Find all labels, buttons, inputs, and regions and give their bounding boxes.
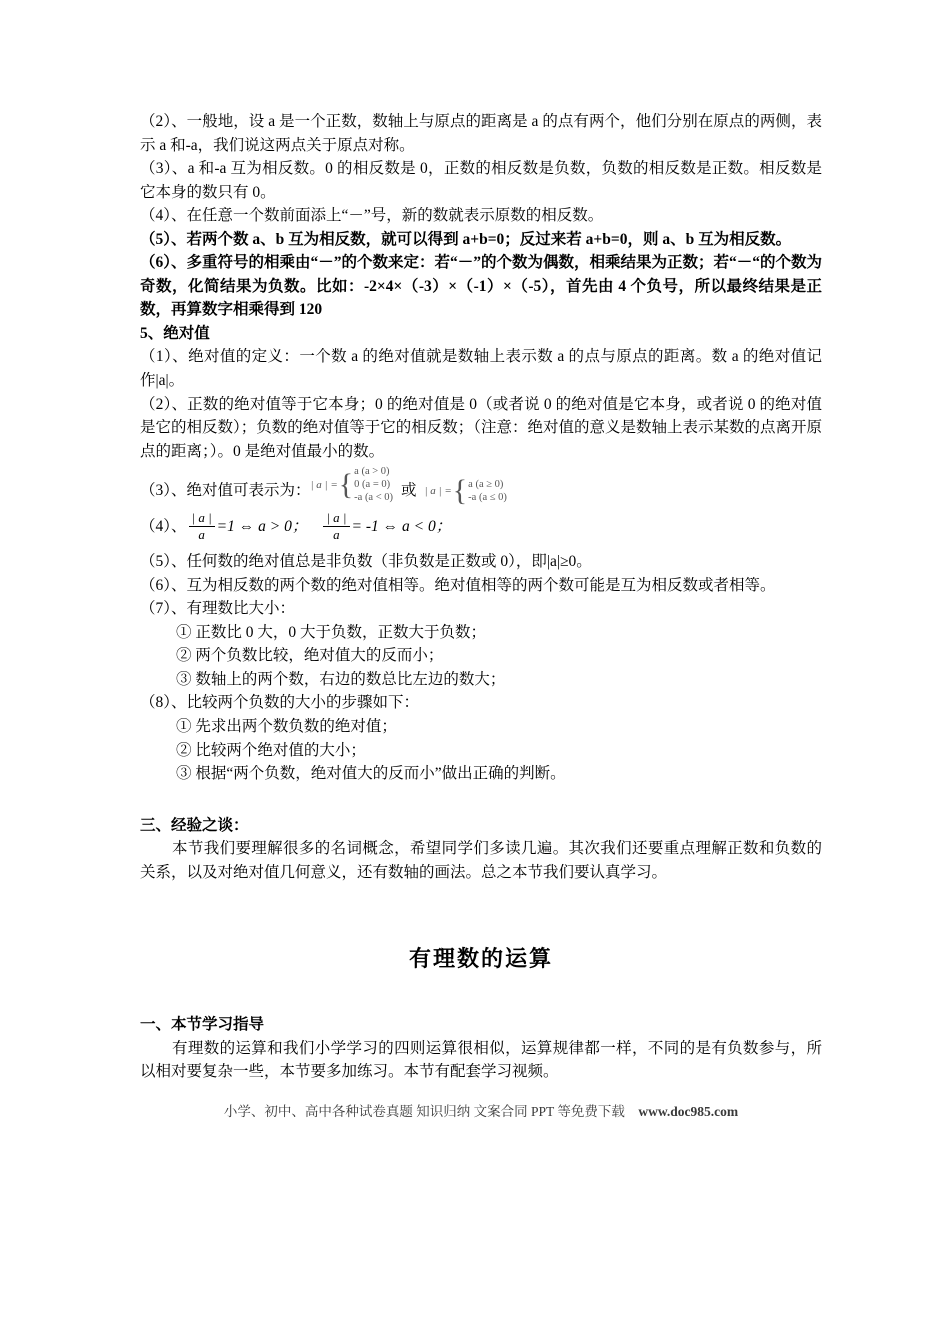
formula-piecewise-1 [311, 465, 394, 504]
paragraph-abs2: （2）、正数的绝对值等于它本身；0 的绝对值是 0（或者说 0 的绝对值是它本身，或者说 0 的绝对值是它的相反数）；负数的绝对值等于它的相反数；（注意：绝对值的意义是数轴上表示某数的点离开原点的距离；）。0 是绝对值最小的数。 [140, 395, 823, 460]
paragraph-item6: （6）、多重符号的相乘由“－”的个数来定：若“－”的个数为偶数，相乘结果为正数；若“－“的个数为奇数，化简结果为负数。比如：-2×4×（-3）×（-1）×（-5），首先由 4 个负号，所以最终结果是正数，再算数字相乘得到 120 [140, 254, 823, 319]
list-item-compare-1: ① 正数比 0 大，0 大于负数，正数大于负数； [176, 623, 487, 641]
spacer [140, 786, 822, 814]
list-item-steps-2: ② 比较两个绝对值的大小； [176, 741, 366, 759]
list-item-steps-1: ① 先求出两个数负数的绝对值； [176, 718, 397, 735]
formula-cases-1 [354, 465, 393, 504]
paragraph-abs1: （1）、绝对值的定义：一个数 a 的绝对值就是数轴上表示数 a 的点与原点的距离。数 a 的绝对值记作|a|。 [140, 348, 822, 390]
fraction-numerator: | a | [189, 511, 215, 527]
paragraph-item4: （4）、在任意一个数前面添上“－”号，新的数就表示原数的相反数。 [140, 207, 604, 225]
formula-item4-mid-1: =1 ⇔ a > 0； [216, 517, 308, 535]
list-item-compare-2: ② 两个负数比较，绝对值大的反而小； [176, 647, 444, 665]
list-item-steps-3: ③ 根据“两个负数，绝对值大的反而小”做出正确的判断。 [176, 765, 566, 783]
footer-description: 小学、初中、高中各种试卷真题 知识归纳 文案合同 PPT 等免费下载 [223, 1103, 625, 1119]
spacer [140, 542, 822, 550]
fraction-denominator: a [198, 526, 205, 542]
formula-item4-lead: （4）、 [140, 517, 187, 535]
spacer [140, 1084, 822, 1102]
spacer [140, 973, 822, 1013]
heading-absolute-value: 5、绝对值 [140, 324, 210, 342]
paragraph-abs5: （5）、任何数的绝对值总是非负数（非负数是正数或 0），即|a|≥0。 [140, 553, 592, 571]
fraction-abs-over-a-2 [323, 511, 349, 543]
case-line: a (a ≥ 0) [468, 479, 504, 491]
paragraph-experience-body: 本节我们要理解很多的名词概念，希望同学们多读几遍。其次我们还要重点理解正数和负数的关系，以及对绝对值几何意义，还有数轴的画法。总之本节我们要认真学习。 [140, 840, 822, 881]
heading-study-guide: 一、本节学习指导 [140, 1016, 265, 1034]
chapter-title: 有理数的运算 [408, 946, 553, 972]
formula-lead-text: （3）、绝对值可表示为： [140, 482, 311, 500]
formula-left-expr: | a | = [310, 478, 338, 491]
list-item-compare-3: ③ 数轴上的两个数，右边的数总比左边的数大； [176, 670, 506, 688]
footer-url[interactable]: www.doc985.com [638, 1103, 739, 1119]
formula-abs-representation [140, 463, 822, 508]
paragraph-study-guide-body: 有理数的运算和我们小学学习的四则运算很相似，运算规律都一样，不同的是有负数参与，所以相对要复杂一些，本节要多加练习。本节有配套学习视频。 [140, 1039, 822, 1081]
heading-experience: 三、经验之谈： [140, 816, 249, 834]
case-line: a (a > 0) [354, 466, 390, 478]
formula-or-text: 或 [401, 482, 417, 500]
brace-icon: { [452, 474, 468, 508]
case-line: -a (a < 0) [354, 492, 394, 504]
paragraph-abs7-head: （7）、有理数比大小： [140, 600, 296, 618]
paragraph-abs8-head: （8）、比较两个负数的大小的步骤如下： [140, 694, 420, 712]
paragraph-item2: （2）、一般地，设 a 是一个正数，数轴上与原点的距离是 a 的点有两个，他们分别在原点的两侧，表示 a 和-a，我们说这两点关于原点对称。 [140, 113, 822, 154]
formula-right-expr: | a | = [424, 485, 452, 498]
formula-abs-fraction-row [140, 511, 822, 543]
paragraph-item5: （5）、若两个数 a、b 互为相反数，就可以得到 a+b=0；反过来若 a+b=0，则 a、b 互为相反数。 [140, 230, 792, 248]
spacer [140, 924, 822, 942]
brace-icon: { [338, 467, 354, 501]
footer-text [140, 1102, 822, 1123]
fraction-numerator: | a | [323, 511, 349, 527]
paragraph-item3: （3）、a 和-a 互为相反数。0 的相反数是 0，正数的相反数是负数，负数的相反数是正数。相反数是它本身的数只有 0。 [140, 160, 822, 201]
spacer [140, 884, 822, 924]
formula-item4-mid-2: = -1 ⇔ a < 0； [351, 517, 452, 535]
formula-piecewise-2 [424, 474, 507, 508]
case-line: -a (a ≤ 0) [468, 492, 507, 504]
formula-cases-2 [468, 478, 507, 504]
case-line: 0 (a = 0) [354, 479, 391, 491]
paragraph-abs6: （6）、互为相反数的两个数的绝对值相等。绝对值相等的两个数可能是互为相反数或者相等。 [140, 576, 776, 594]
fraction-denominator: a [333, 526, 340, 542]
fraction-abs-over-a-1 [189, 511, 215, 543]
